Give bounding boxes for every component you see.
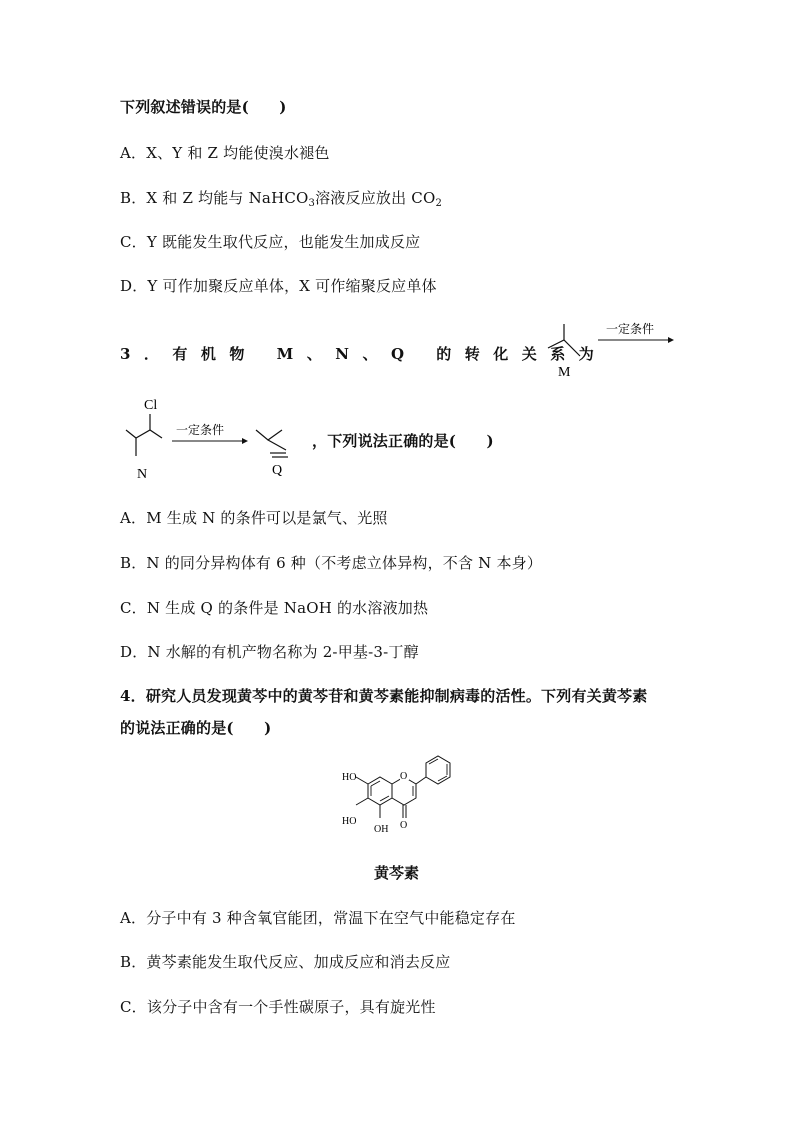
phenyl-ring	[426, 756, 450, 784]
arrow2-head	[242, 438, 248, 444]
molecule-q	[252, 418, 312, 480]
q4-option-b: B．黄芩素能发生取代反应、加成反应和消去反应	[120, 953, 451, 971]
q2-option-b-part2: 溶液反应放出 CO	[315, 189, 436, 207]
baicalein-structure	[330, 752, 470, 842]
arrow2-label: 一定条件	[176, 423, 225, 437]
q2-option-b-part1: B．X 和 Z 均能与 NaHCO	[120, 189, 309, 207]
q4-stem-line2: 的说法正确的是( )	[120, 719, 272, 737]
arrow1-head	[668, 337, 674, 343]
hydroxyl-bottom: OH	[374, 824, 389, 835]
q3-stem-part1: 3．有机物 M、N、Q 的转化关系为	[120, 345, 608, 363]
q2-option-b-sub2: 2	[435, 198, 442, 209]
structure-caption: 黄芩素	[374, 864, 420, 882]
q3-stem-part2: ，下列说法正确的是( )	[312, 432, 494, 450]
molecule-q-label: Q	[272, 463, 283, 478]
q2-option-b-sub1: 3	[308, 198, 316, 209]
molecule-m	[540, 318, 680, 388]
q2-option-c: C．Y 既能发生取代反应，也能发生加成反应	[120, 233, 421, 251]
q2-option-d: D．Y 可作加聚反应单体，X 可作缩聚反应单体	[120, 277, 437, 295]
q2-option-a: A．X、Y 和 Z 均能使溴水褪色	[120, 144, 330, 162]
molecule-m-label: M	[558, 365, 571, 380]
arrow2	[170, 420, 250, 450]
molecule-n-label: N	[137, 467, 148, 482]
hydroxyl-top: HO	[342, 772, 357, 783]
q2-option-b	[120, 187, 442, 209]
molecule-m-skeleton	[548, 340, 580, 356]
q3-option-a: A．M 生成 N 的条件可以是氯气、光照	[120, 509, 388, 527]
ring-oxygen: O	[400, 771, 408, 782]
molecule-q-bond	[268, 440, 286, 450]
q4-option-a: A．分子中有 3 种含氧官能团，常温下在空气中能稳定存在	[120, 909, 516, 927]
molecule-n-cl-label: Cl	[144, 398, 158, 413]
q3-option-d: D．N 水解的有机产物名称为 2-甲基-3-丁醇	[120, 643, 419, 661]
q3-option-b: B．N 的同分异构体有 6 种（不考虑立体异构，不含 N 本身）	[120, 554, 543, 572]
molecule-q-skeleton	[256, 430, 282, 440]
keto-oxygen: O	[400, 820, 408, 831]
arrow1-label: 一定条件	[606, 322, 655, 336]
molecule-n-skeleton	[126, 430, 162, 438]
q4-stem-line1: 4．研究人员发现黄芩中的黄芩苷和黄芩素能抑制病毒的活性。下列有关黄芩素	[120, 687, 648, 705]
q3-option-c: C．N 生成 Q 的条件是 NaOH 的水溶液加热	[120, 599, 429, 617]
hydroxyl-left: HO	[342, 816, 357, 827]
q4-option-c: C．该分子中含有一个手性碳原子，具有旋光性	[120, 998, 436, 1016]
q2-stem: 下列叙述错误的是( )	[120, 98, 287, 116]
molecule-n	[120, 392, 170, 487]
